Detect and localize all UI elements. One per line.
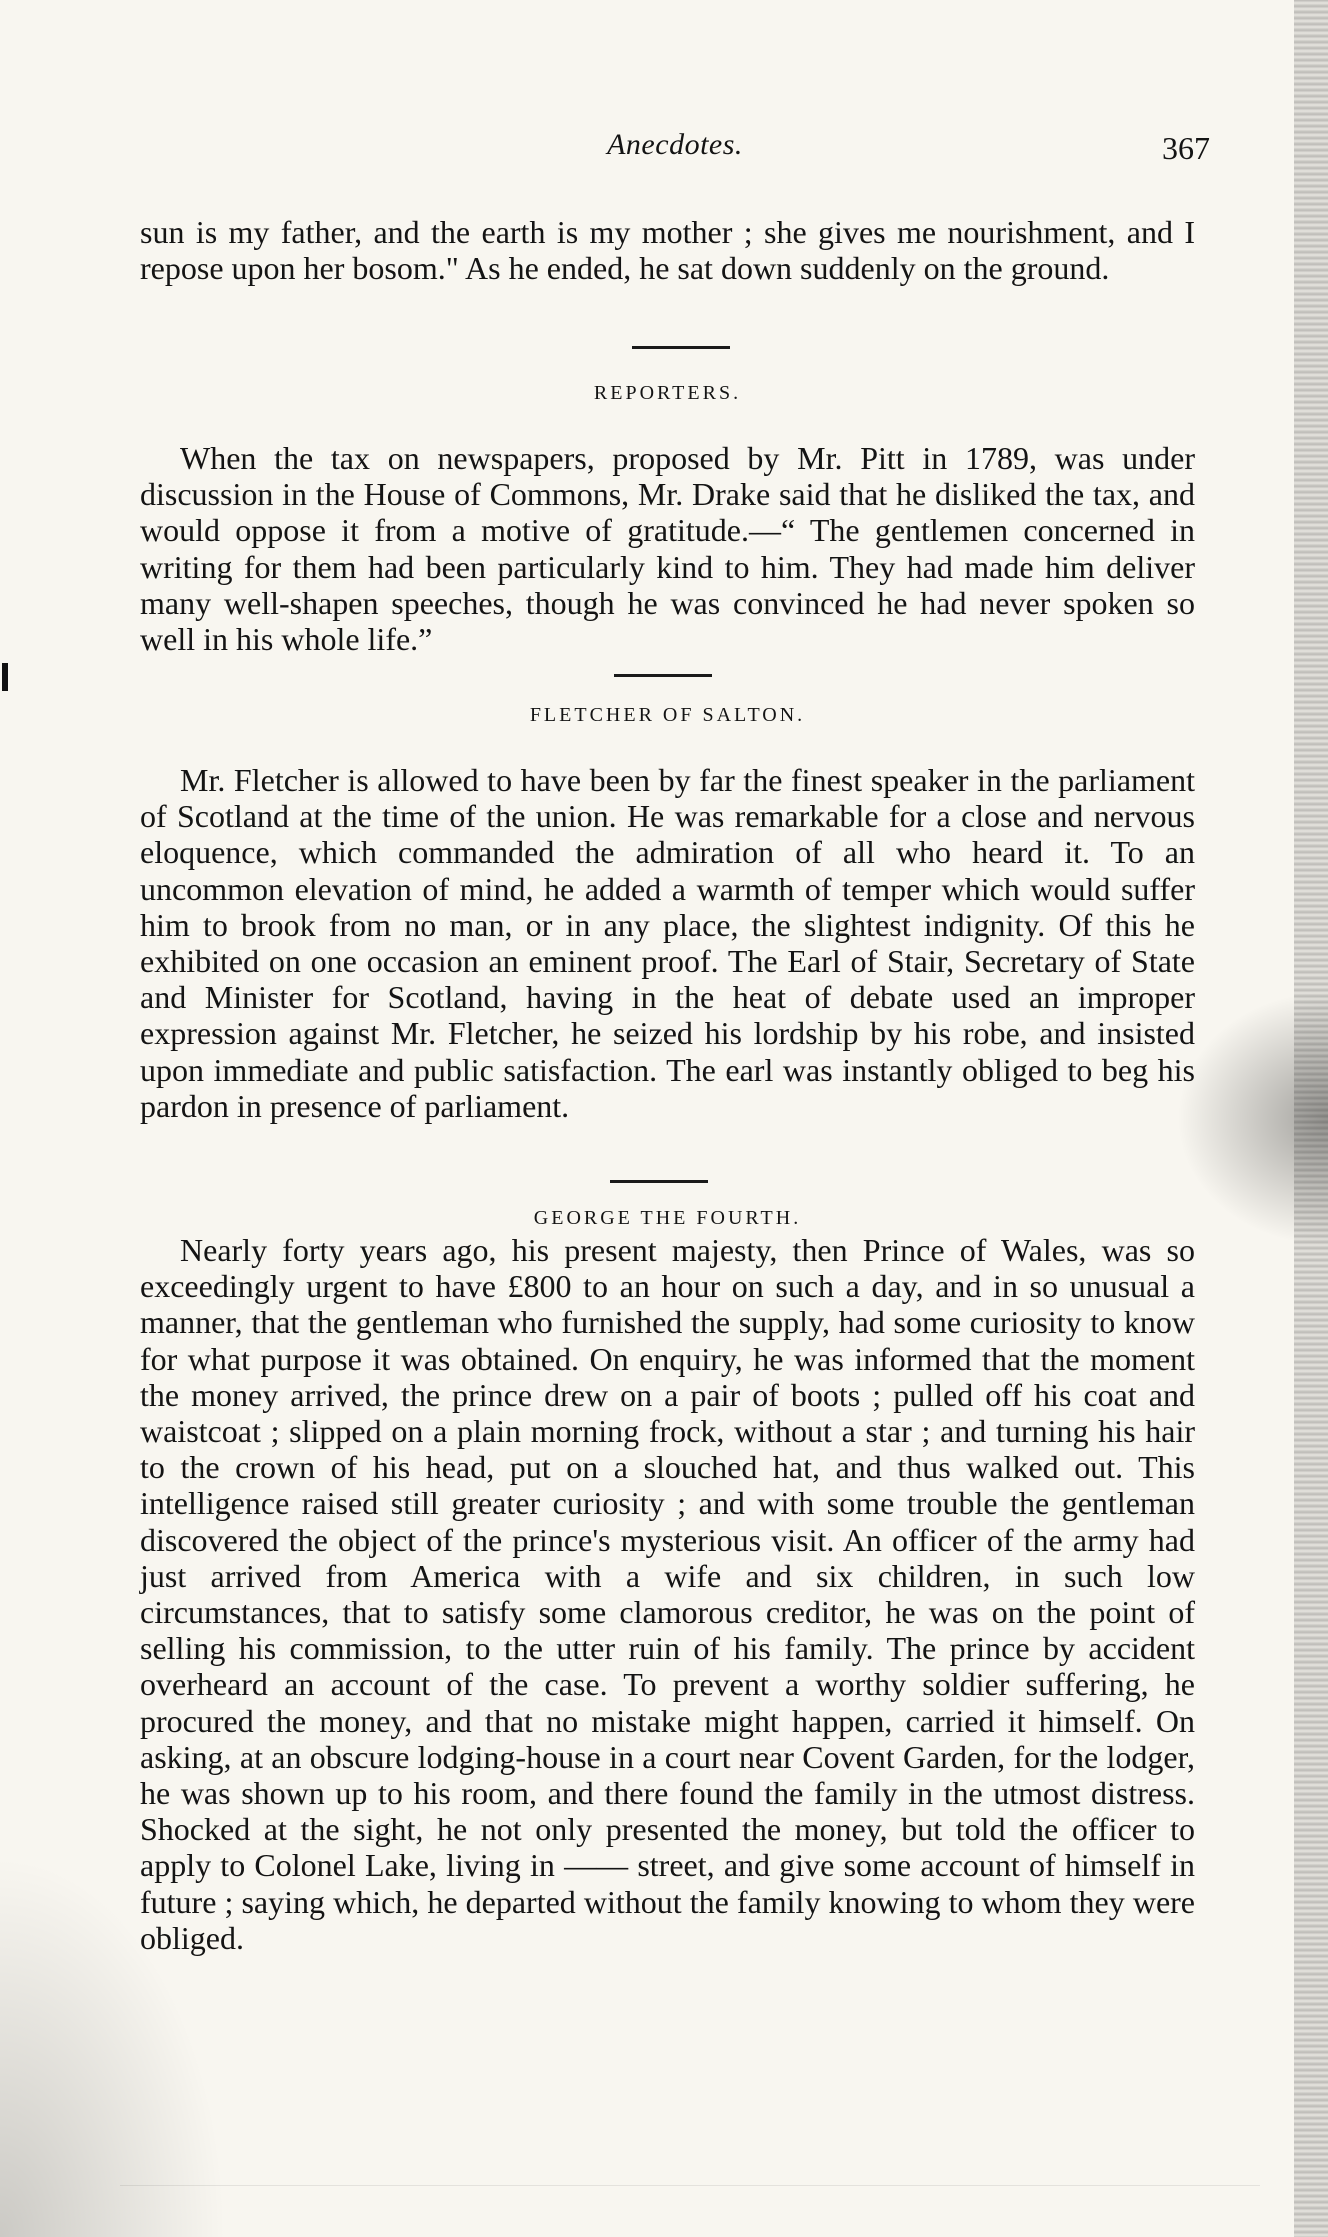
paragraph-george: Nearly forty years ago, his present majesty, then Prince of Wales, was so exceedingly urgent to have £800 to an hour on such a day, and in so unusual a manner, that the gentleman who furnished the supply, had some curiosity to know for what purpose it was obtained. On enquiry, he was informed that the moment the money arrived, the prince drew on a pair of boots ; pulled off his coat and waistcoat ; slipped on a plain morning frock, without a star ; and turning his hair to the crown of his head, put on a slouched hat, and thus walked out. This intelligence raised still greater curiosity ; and with some trouble the gentleman discovered the object of the prince's mysterious visit. An officer of the army had just arrived from America with a wife and six children, in such low circumstances, that to satisfy some clamorous creditor, he was on the point of selling his commission, to the utter ruin of his family. The prince by accident overheard an account of the case. To prevent a worthy soldier suffering, he procured the money, and that no mistake might happen, carried it himself. On asking, at an obscure lodging-house in a court near Covent Garden, for the lodger, he was shown up to his room, and there found the family in the utmost distress. Shocked at the sight, he not only presented the money, but told the officer to apply to Colonel Lake, living in —— street, and give some account of himself in future ; saying which, he departed without the family knowing to whom they were obliged.: [140, 1232, 1195, 1956]
paragraph-fletcher: Mr. Fletcher is allowed to have been by far the finest speaker in the parliament of Scotland at the time of the union. He was remarkable for a close and nervous eloquence, which commanded the admiration of all who heard it. To an uncommon elevation of mind, he added a warmth of temper which would suffer him to brook from no man, or in any place, the slightest indignity. Of this he exhibited on one occasion an eminent proof. The Earl of Stair, Secretary of State and Minister for Scotland, having in the heat of debate used an improper expression against Mr. Fletcher, he seized his lordship by his robe, and insisted upon immediate and public satisfaction. The earl was instantly obliged to beg his pardon in presence of parliament.: [140, 762, 1195, 1124]
section-george-body: [140, 1232, 1195, 1956]
page-number: 367: [1162, 130, 1210, 166]
section-heading-fletcher: FLETCHER OF SALTON.: [529, 704, 806, 726]
section-divider: [614, 674, 712, 677]
paragraph-reporters: When the tax on newspapers, proposed by Mr. Pitt in 1789, was under discussion in the House of Commons, Mr. Drake said that he disliked the tax, and would oppose it from a motive of gratitude.—“ The gentlemen concerned in writing for them had been particularly kind to him. They had made him deliver many well-shapen speeches, though he was convinced he had never spoken so well in his whole life.”: [140, 440, 1195, 658]
intro-block: [140, 214, 1195, 286]
section-reporters-body: [140, 440, 1195, 657]
intro-paragraph: sun is my father, and the earth is my mother ; she gives me nourishment, and I repose upon her bosom." As he ended, he sat down suddenly on the ground.: [140, 214, 1195, 287]
section-fletcher-body: [140, 762, 1195, 1124]
page-header: [140, 128, 1210, 168]
running-title: Anecdotes.: [607, 128, 743, 161]
section-heading-george: GEORGE THE FOURTH.: [533, 1207, 802, 1229]
section-divider: [632, 346, 730, 349]
section-divider: [610, 1180, 708, 1183]
bottom-edge: [120, 2185, 1260, 2186]
section-heading-reporters: REPORTERS.: [593, 382, 742, 404]
margin-mark: [2, 663, 8, 691]
page-edge-shadow: [1294, 0, 1328, 2237]
